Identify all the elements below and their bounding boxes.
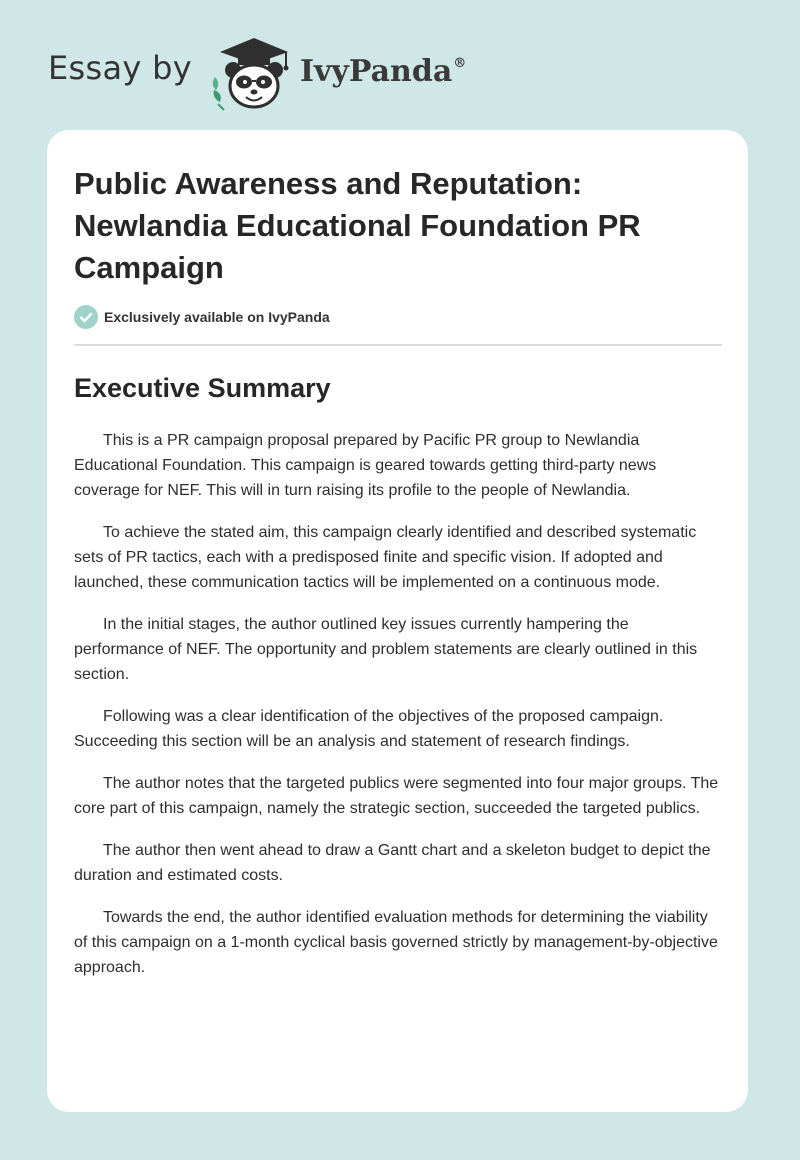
check-circle-icon <box>74 305 98 329</box>
paragraph: The author notes that the targeted publics were segmented into four major groups. The core part of this campaign, namely the strategic section, succeeded the targeted publics. <box>74 775 719 817</box>
paragraph: To achieve the stated aim, this campaign clearly identified and described systematic sets of PR tactics, each with a predisposed finite and specific vision. If adopted and launched, these communication tactics will be implemented on a continuous mode. <box>74 524 697 591</box>
brand-text: IvyPanda <box>299 53 453 89</box>
registered-mark: ® <box>453 55 467 71</box>
page-title: Public Awareness and Reputation: Newlandia Educational Foundation PR Campaign <box>74 166 641 285</box>
paragraph: Following was a clear identification of the objectives of the proposed campaign. Succeeding this section will be an analysis and statement of research findings. <box>74 708 664 750</box>
paragraph: This is a PR campaign proposal prepared by Pacific PR group to Newlandia Educational Foundation. This campaign is geared towards getting third-party news coverage for NEF. This will in turn raising its profile to the people of Newlandia. <box>74 432 657 499</box>
paragraph: Towards the end, the author identified evaluation methods for determining the viability of this campaign on a 1-month cyclical basis governed strictly by management-by-objective approach. <box>74 909 718 976</box>
paragraph: In the initial stages, the author outlined key issues currently hampering the performance of NEF. The opportunity and problem statements are clearly outlined in this section. <box>74 616 698 683</box>
essay-body <box>74 428 722 980</box>
essay-by-label: Essay by <box>48 49 192 87</box>
exclusive-badge-label: Exclusively available on IvyPanda <box>104 309 330 325</box>
paragraph: The author then went ahead to draw a Gantt chart and a skeleton budget to depict the duration and estimated costs. <box>74 842 711 884</box>
essay-card <box>47 130 748 1112</box>
panda-graduate-logo-icon[interactable] <box>206 32 298 112</box>
brand-name[interactable] <box>300 54 466 89</box>
exclusive-badge <box>74 304 722 330</box>
section-heading: Executive Summary <box>74 373 331 403</box>
divider <box>74 344 722 346</box>
site-header <box>48 32 466 112</box>
